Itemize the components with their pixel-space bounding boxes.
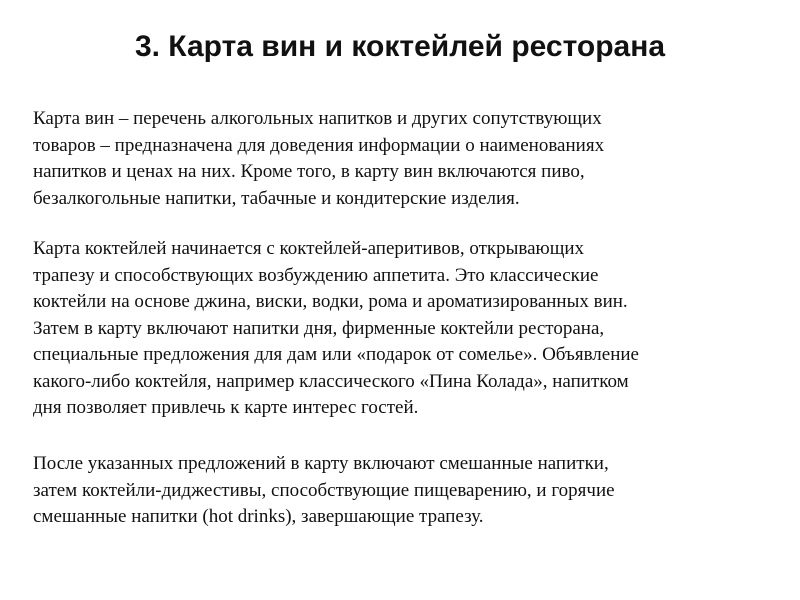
text-line: Карта коктейлей начинается с коктейлей-аперитивов, открывающих xyxy=(33,238,585,259)
text-line: какого-либо коктейля, например классического «Пина Колада», напитком xyxy=(33,370,629,392)
text-line: напитков и ценах на них. Кроме того, в карту вин включаются пиво, xyxy=(33,161,585,182)
paragraph-wine-list xyxy=(33,106,763,212)
text-line: Затем в карту включают напитки дня, фирменные коктейли ресторана, xyxy=(33,317,605,339)
paragraph-mixed-drinks xyxy=(33,451,763,531)
text-line: коктейли на основе джина, виски, водки, рома и ароматизированных вин. xyxy=(33,291,628,312)
text-line: специальные предложения для дам или «подарок от сомелье». Объявление xyxy=(33,344,639,365)
text-line: товаров – предназначена для доведения информации о наименованиях xyxy=(33,134,605,156)
text-line: После указанных предложений в карту включают смешанные напитки, xyxy=(33,453,609,474)
paragraph-cocktail-list xyxy=(33,236,763,422)
text-line: затем коктейли-диджестивы, способствующие пищеварению, и горячие xyxy=(33,479,615,501)
slide-title: 3. Карта вин и коктейлей ресторана xyxy=(134,30,666,63)
text-line: трапезу и способствующих возбуждению аппетита. Это классические xyxy=(33,264,599,286)
text-line: дня позволяет привлечь к карте интерес гостей. xyxy=(33,397,419,418)
text-line: Карта вин – перечень алкогольных напитков и других сопутствующих xyxy=(33,108,602,129)
text-line: смешанные напитки (hot drinks), завершающие трапезу. xyxy=(33,506,484,527)
text-line: безалкогольные напитки, табачные и кондитерские изделия. xyxy=(33,187,520,209)
